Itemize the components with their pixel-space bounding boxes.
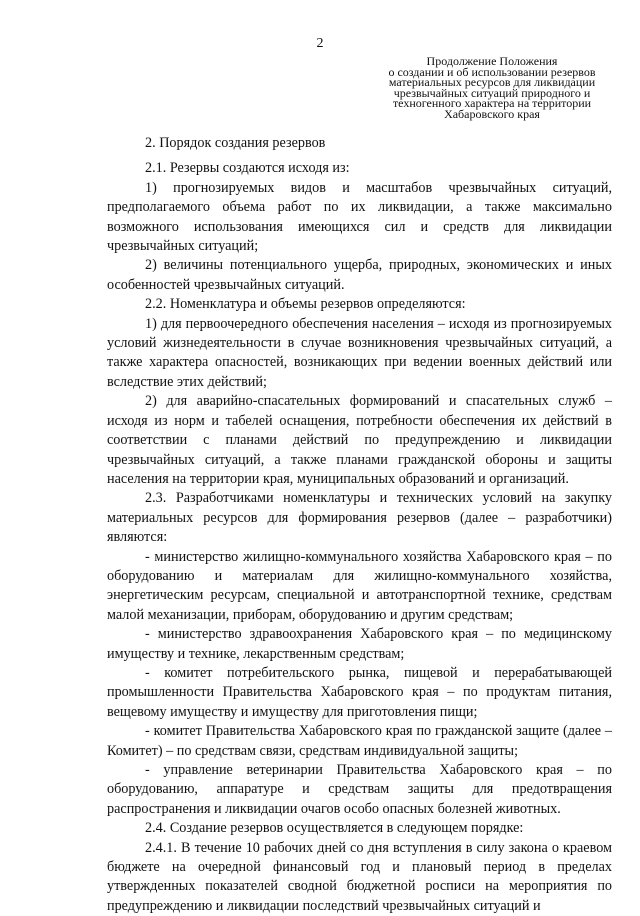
header-line: о создании и об использовании резервов [388, 64, 596, 79]
paragraph: 2.4. Создание резервов осуществляется в следующем порядке: [145, 820, 524, 837]
paragraph: 2.1. Резервы создаются исходя из: [145, 160, 350, 177]
document-body [107, 134, 612, 916]
header-line: техногенного характера на территории [392, 96, 592, 111]
paragraph: 2.4.1. В течение 10 рабочих дней со дня вступления в силу закона о краевом бюджете на очередной финансовый год и плановый период в пределах утвержденных показателей сводной бюджетной росписи на мероприятия по предупреждению и ликвидации последствий чрезвычайных ситуаций и [107, 839, 612, 914]
list-item: - комитет потребительского рынка, пищевой и перерабатывающей промышленности Правительства Хабаровского края – по продуктам питания, вещевому имуществу и имуществу для приготовления пищи; [107, 664, 612, 720]
list-item: - министерство жилищно-коммунального хозяйства Хабаровского края – по оборудованию и материалам для жилищно-коммунального хозяйства, энергетическим ресурсам, специальной и автотранспортной технике, средствам малой механизации, приборам, оборудованию и другим средствам; [107, 548, 612, 623]
section-heading: 2. Порядок создания резервов [145, 135, 326, 151]
page-number: 2 [316, 36, 324, 51]
list-item: - управление ветеринарии Правительства Хабаровского края – по оборудованию, аппаратуре и средствам защиты для предотвращения распространения и ликвидации очагов особо опасных болезней животных. [107, 762, 612, 817]
continuation-header [376, 56, 608, 120]
paragraph: 2) для аварийно-спасательных формирований и спасательных служб – исходя из норм и табелей оснащения, потребности обеспечения их действий в соответствии с планами действий по предупреждению и ликвидации чрезвычайных ситуаций, а также планами гражданской обороны и защиты населения на территории края, муниципальных образований и организаций. [107, 393, 612, 487]
paragraph: 2.2. Номенклатура и объемы резервов определяются: [145, 296, 466, 313]
header-line: материальных ресурсов для ликвидации [388, 75, 596, 90]
paragraph: 1) для первоочередного обеспечения населения – исходя из прогнозируемых условий жизнедеятельности в случае возникновения чрезвычайных ситуаций, а также характера опасностей, возникающих при ведении военных действий или вследствие этих действий; [107, 315, 612, 390]
list-item: - министерство здравоохранения Хабаровского края – по медицинскому имуществу и технике, лекарственным средствам; [107, 626, 612, 662]
header-line: Хабаровского края [444, 106, 540, 121]
header-line: чрезвычайных ситуаций природного и [393, 85, 591, 100]
header-line: Продолжение Положения [426, 54, 558, 68]
paragraph: 2) величины потенциального ущерба, природных, экономических и иных особенностей чрезвычайных ситуаций. [107, 257, 612, 293]
list-item: - комитет Правительства Хабаровского края по гражданской защите (далее – Комитет) – по средствам связи, средствам индивидуальной защиты; [107, 723, 612, 759]
paragraph: 1) прогнозируемых видов и масштабов чрезвычайных ситуаций, предполагаемого объема работ по их ликвидации, а также максимально возможного использования имеющихся сил и средств для ликвидации чрезвычайных ситуаций; [107, 179, 612, 255]
paragraph: 2.3. Разработчиками номенклатуры и технических условий на закупку материальных ресурсов для формирования резервов (далее – разработчики) являются: [107, 490, 612, 546]
